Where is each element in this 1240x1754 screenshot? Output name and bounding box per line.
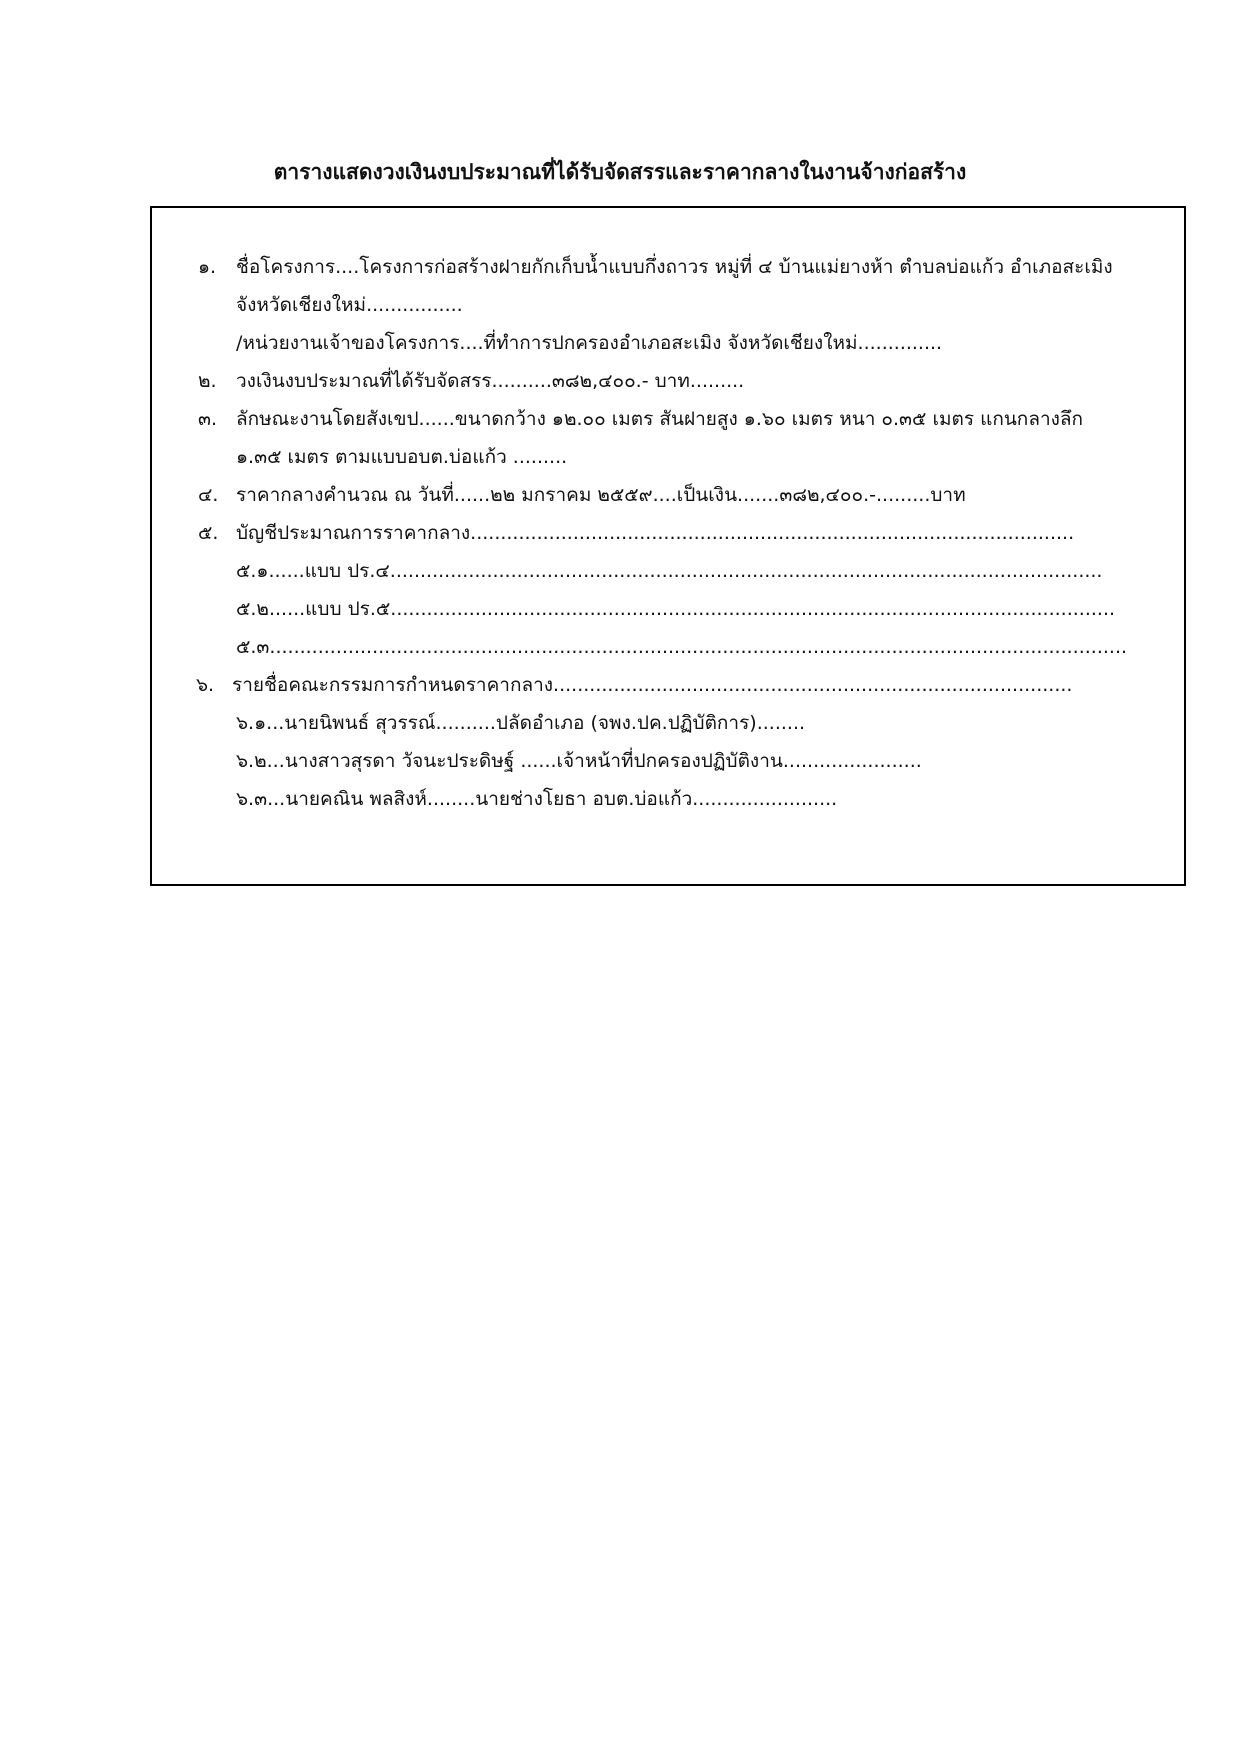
item-5-2: ๕.๒......แบบ ปร.๕........................................................................................................................ bbox=[236, 598, 1116, 620]
item-5-estimate-list: บัญชีประมาณการราคากลาง.................................................................................................... bbox=[236, 522, 1075, 544]
item-6-number: ๖. bbox=[196, 674, 215, 696]
item-5-1: ๕.๑......แบบ ปร.๔...................................................................................................................... bbox=[236, 560, 1103, 582]
item-6-committee: รายชื่อคณะกรรมการกำหนดราคากลาง...................................................................................... bbox=[232, 674, 1073, 696]
item-1-province: จังหวัดเชียงใหม่................ bbox=[236, 294, 463, 316]
item-5-number: ๕. bbox=[198, 522, 219, 544]
item-6-2: ๖.๒...นางสาวสุรดา วัจนะประดิษฐ์ ......เจ้าหน้าที่ปกครองปฏิบัติงาน....................... bbox=[236, 750, 922, 772]
item-1-number: ๑. bbox=[198, 256, 217, 278]
item-1-project-name: ชื่อโครงการ....โครงการก่อสร้างฝายกักเก็บน้ำแบบกึ่งถาวร หมู่ที่ ๔ บ้านแม่ยางห้า ตำบลบ่อแก้ว อำเภอสะเมิง bbox=[236, 256, 1113, 278]
item-2-number: ๒. bbox=[198, 370, 217, 392]
item-4-number: ๔. bbox=[198, 484, 219, 506]
item-5-3: ๕.๓.............................................................................................................................................. bbox=[236, 636, 1128, 658]
item-2-budget: วงเงินงบประมาณที่ได้รับจัดสรร..........๓๘๒,๔๐๐.- บาท......... bbox=[236, 370, 745, 392]
item-3-description-cont: ๑.๓๕ เมตร ตามแบบอบต.บ่อแก้ว ......... bbox=[236, 446, 568, 468]
item-1-agency: /หน่วยงานเจ้าของโครงการ....ที่ทำการปกครองอำเภอสะเมิง จังหวัดเชียงใหม่.............. bbox=[236, 332, 943, 354]
item-6-1: ๖.๑...นายนิพนธ์ สุวรรณ์..........ปลัดอำเภอ (จพง.ปค.ปฏิบัติการ)........ bbox=[236, 712, 806, 734]
item-3-number: ๓. bbox=[198, 408, 218, 430]
item-6-3: ๖.๓...นายคณิน พลสิงห์........นายช่างโยธา อบต.บ่อแก้ว........................ bbox=[236, 788, 838, 810]
item-4-median-price: ราคากลางคำนวณ ณ วันที่......๒๒ มกราคม ๒๕๕๙....เป็นเงิน.......๓๘๒,๔๐๐.-.........บาท bbox=[236, 484, 966, 506]
item-3-description: ลักษณะงานโดยสังเขป......ขนาดกว้าง ๑๒.๐๐ เมตร สันฝายสูง ๑.๖๐ เมตร หนา ๐.๓๕ เมตร แกนกลางลึก bbox=[236, 408, 1084, 430]
page-title: ตารางแสดงวงเงินงบประมาณที่ได้รับจัดสรรและราคากลางในงานจ้างก่อสร้าง bbox=[273, 160, 967, 184]
